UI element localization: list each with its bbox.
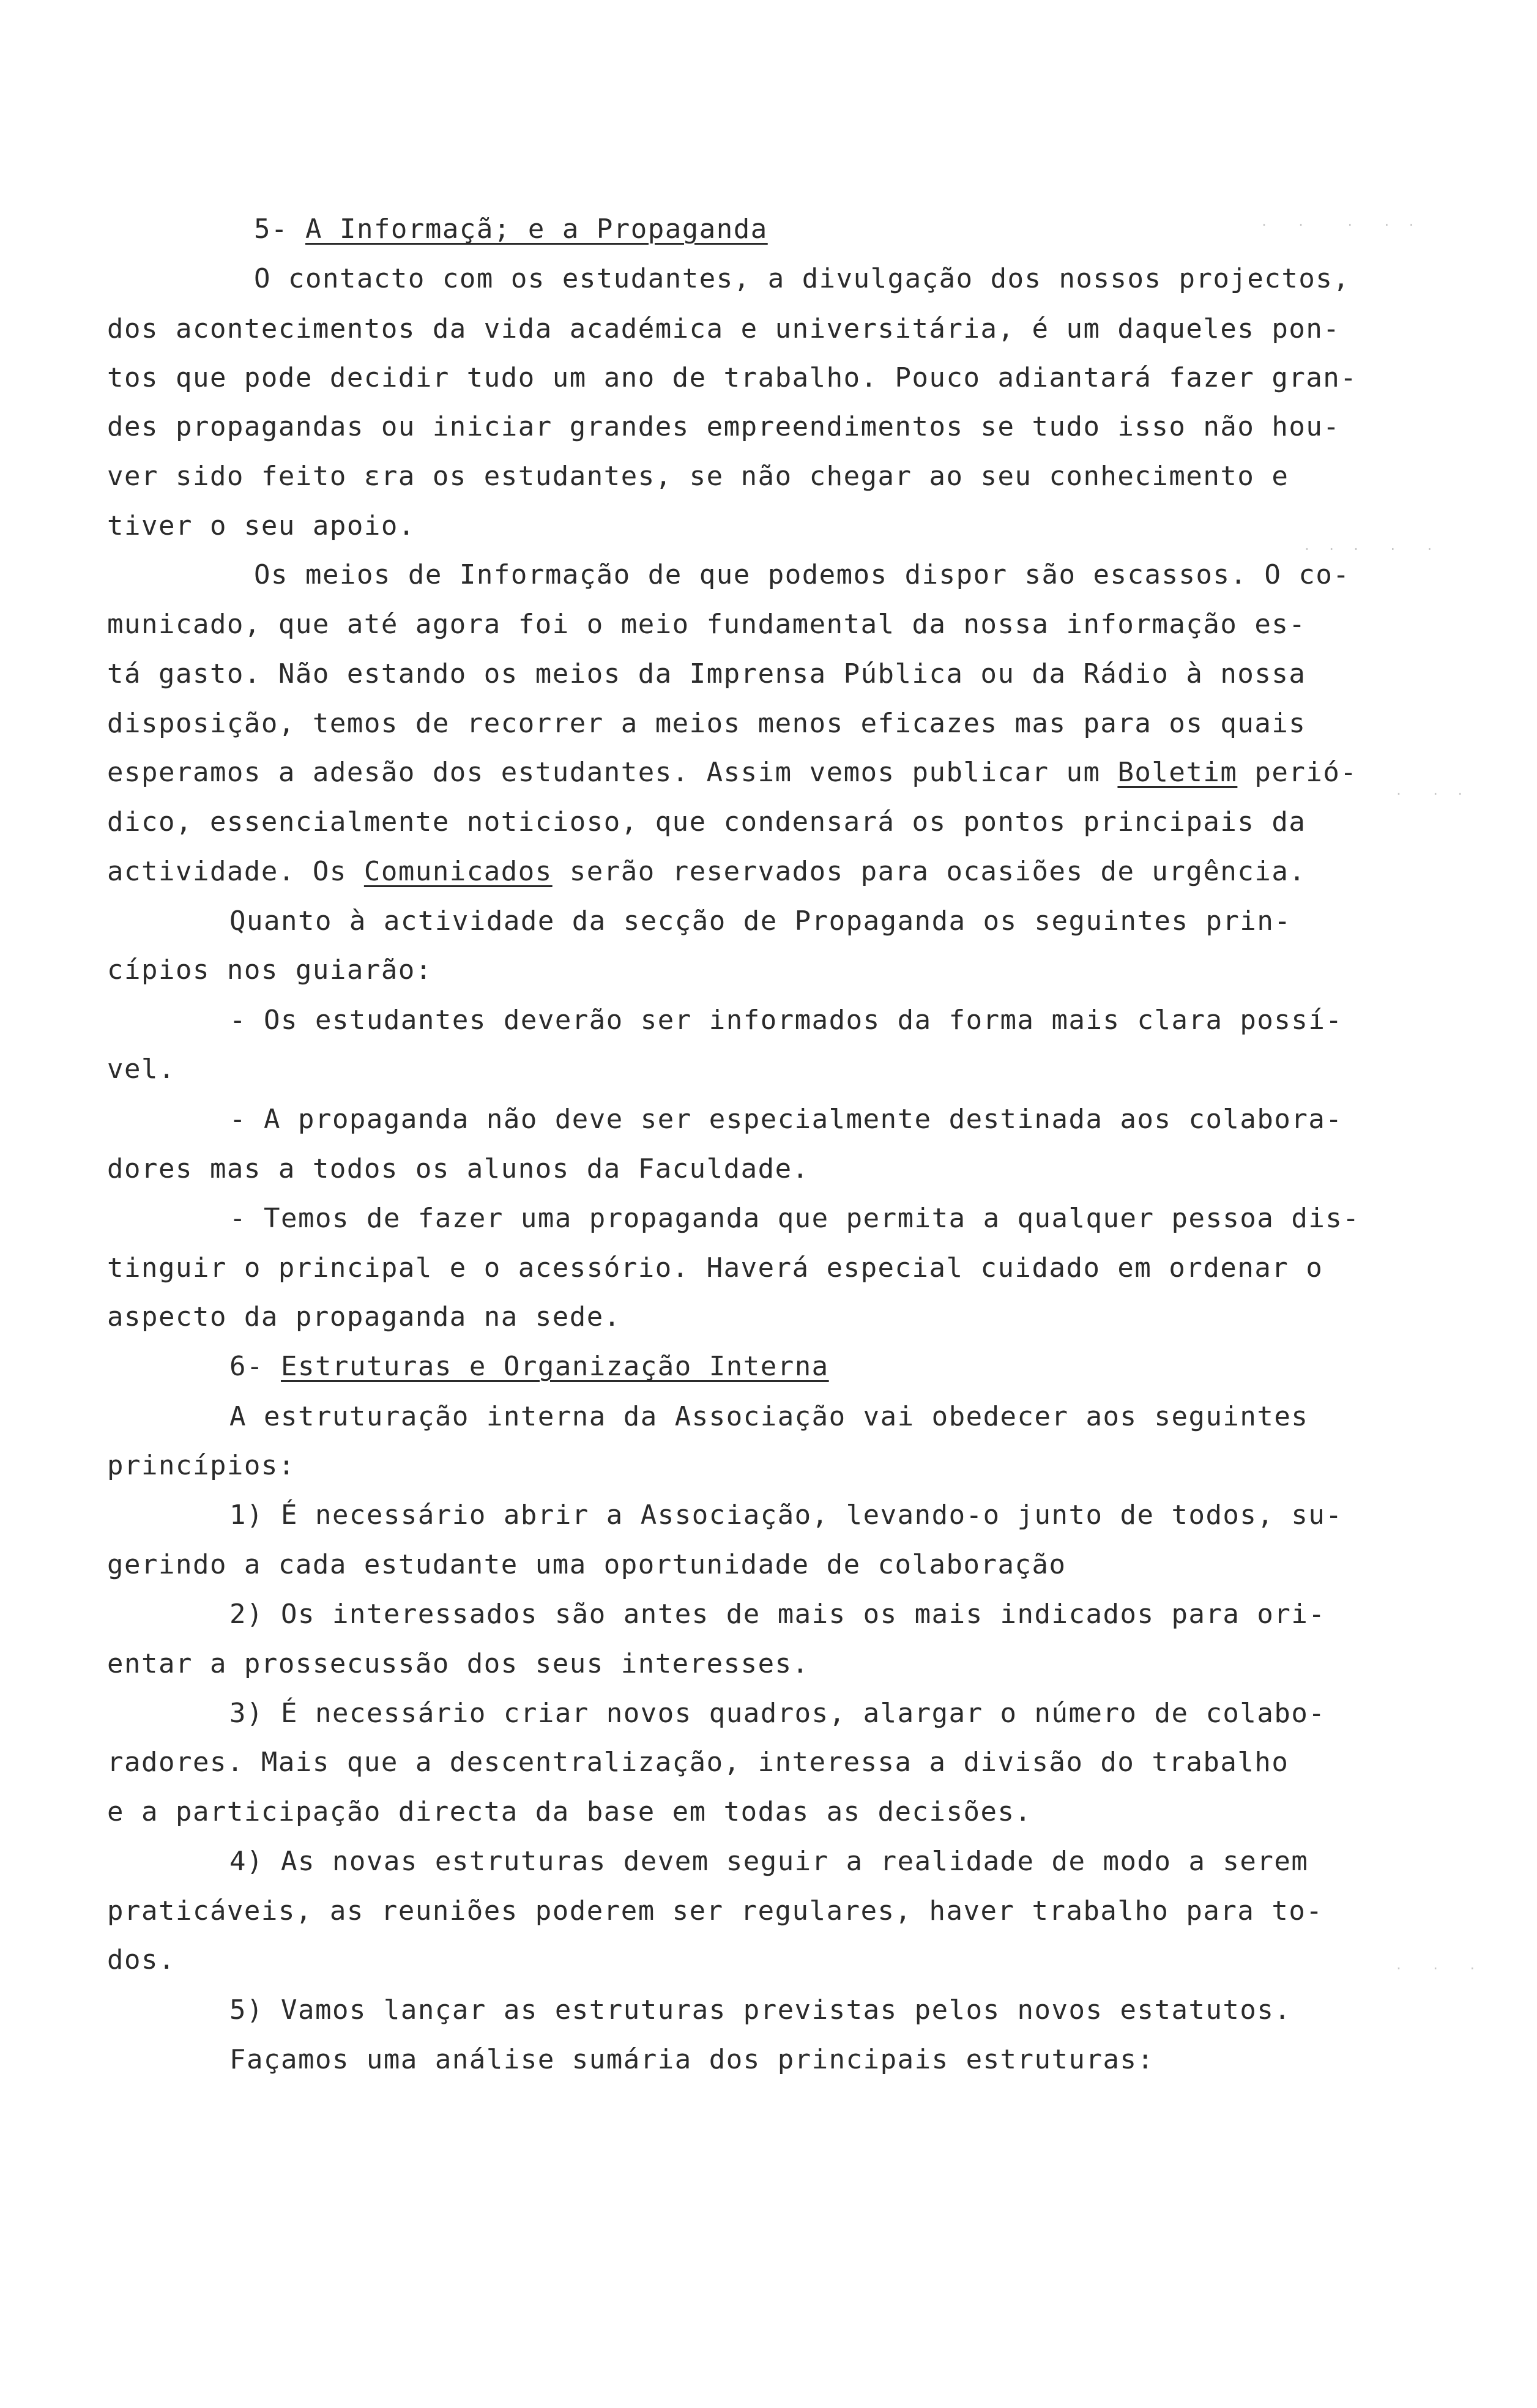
- paragraph-line: [107, 756, 1357, 790]
- paragraph-line: vel.: [107, 1054, 176, 1085]
- section-5-heading: [254, 212, 768, 247]
- paragraph-text: perió-: [1237, 757, 1358, 788]
- list-item: 2) Os interessados são antes de mais os mais indicados para ori-: [229, 1599, 1326, 1630]
- paragraph-line: Quanto à actividade da secção de Propaganda os seguintes prin-: [229, 905, 1292, 937]
- paragraph-line: cípios nos guiarão:: [107, 954, 433, 986]
- list-item: - Temos de fazer uma propaganda que permita a qualquer pessoa dis-: [229, 1203, 1360, 1234]
- paragraph-line: A estruturação interna da Associação vai obedecer aos seguintes: [229, 1401, 1309, 1432]
- section-6-title: Estruturas e Organização Interna: [280, 1351, 829, 1382]
- paragraph-text: serão reservados para ocasiões de urgência.: [552, 856, 1306, 887]
- paragraph-line: tá gasto. Não estando os meios da Imprensa Pública ou da Rádio à nossa: [107, 658, 1306, 689]
- paragraph-line: tos que pode decidir tudo um ano de trabalho. Pouco adiantará fazer gran-: [107, 362, 1358, 393]
- section-6-heading: [229, 1350, 829, 1384]
- paragraph-line: des propagandas ou iniciar grandes empreendimentos se tudo isso não hou-: [107, 411, 1341, 442]
- scan-noise: . . . . .: [1260, 214, 1420, 229]
- paragraph-line: tinguir o principal e o acessório. Haverá especial cuidado em ordenar o: [107, 1252, 1323, 1284]
- list-item: - A propaganda não deve ser especialmente destinada aos colabora-: [229, 1104, 1343, 1135]
- paragraph-text: actividade. Os: [107, 856, 364, 887]
- list-item: 5) Vamos lançar as estruturas previstas pelos novos estatutos.: [229, 1994, 1292, 2026]
- boletim-term: Boletim: [1117, 757, 1238, 788]
- paragraph-line: radores. Mais que a descentralização, interessa a divisão do trabalho: [107, 1747, 1289, 1778]
- list-item: 4) As novas estruturas devem seguir a realidade de modo a serem: [229, 1846, 1309, 1877]
- paragraph-line: dos acontecimentos da vida académica e universitária, é um daqueles pon-: [107, 313, 1341, 344]
- scan-noise: . . . . .: [1303, 538, 1438, 553]
- paragraph-line: [107, 855, 1306, 889]
- scan-noise: . . .: [1395, 1958, 1481, 1972]
- paragraph-line: dos.: [107, 1944, 176, 1975]
- scan-noise: . . .: [1395, 783, 1469, 798]
- paragraph-line: princípios:: [107, 1450, 296, 1481]
- paragraph-line: ver sido feito ɛra os estudantes, se não chegar ao seu conhecimento e: [107, 461, 1289, 492]
- comunicados-term: Comunicados: [363, 856, 553, 887]
- paragraph-line: aspecto da propaganda na sede.: [107, 1301, 621, 1332]
- paragraph-line: tiver o seu apoio.: [107, 510, 415, 541]
- paragraph-line: praticáveis, as reuniões poderem ser regulares, haver trabalho para to-: [107, 1895, 1323, 1927]
- paragraph-line: municado, que até agora foi o meio fundamental da nossa informação es-: [107, 609, 1306, 640]
- section-5-number: 5-: [254, 214, 305, 245]
- section-5-title: A Informaçã; e a Propaganda: [305, 214, 768, 245]
- list-item: 1) É necessário abrir a Associação, levando-o junto de todos, su-: [229, 1499, 1343, 1531]
- list-item: 3) É necessário criar novos quadros, alargar o número de colabo-: [229, 1698, 1326, 1729]
- paragraph-line: dico, essencialmente noticioso, que condensará os pontos principais da: [107, 806, 1306, 838]
- paragraph-line: gerindo a cada estudante uma oportunidade de colaboração: [107, 1549, 1066, 1580]
- paragraph-line: O contacto com os estudantes, a divulgação dos nossos projectos,: [254, 263, 1350, 294]
- list-item: - Os estudantes deverão ser informados da forma mais clara possí-: [229, 1005, 1343, 1036]
- paragraph-line: e a participação directa da base em todas as decisões.: [107, 1796, 1032, 1827]
- paragraph-line: Façamos uma análise sumária dos principais estruturas:: [229, 2044, 1155, 2075]
- paragraph-line: dores mas a todos os alunos da Faculdade.: [107, 1153, 809, 1184]
- paragraph-line: Os meios de Informação de que podemos dispor são escassos. O co-: [254, 559, 1350, 590]
- paragraph-text: esperamos a adesão dos estudantes. Assim vemos publicar um: [107, 757, 1118, 788]
- paragraph-line: disposição, temos de recorrer a meios menos eficazes mas para os quais: [107, 708, 1306, 739]
- section-6-number: 6-: [229, 1351, 281, 1382]
- paragraph-line: entar a prossecussão dos seus interesses.: [107, 1648, 809, 1679]
